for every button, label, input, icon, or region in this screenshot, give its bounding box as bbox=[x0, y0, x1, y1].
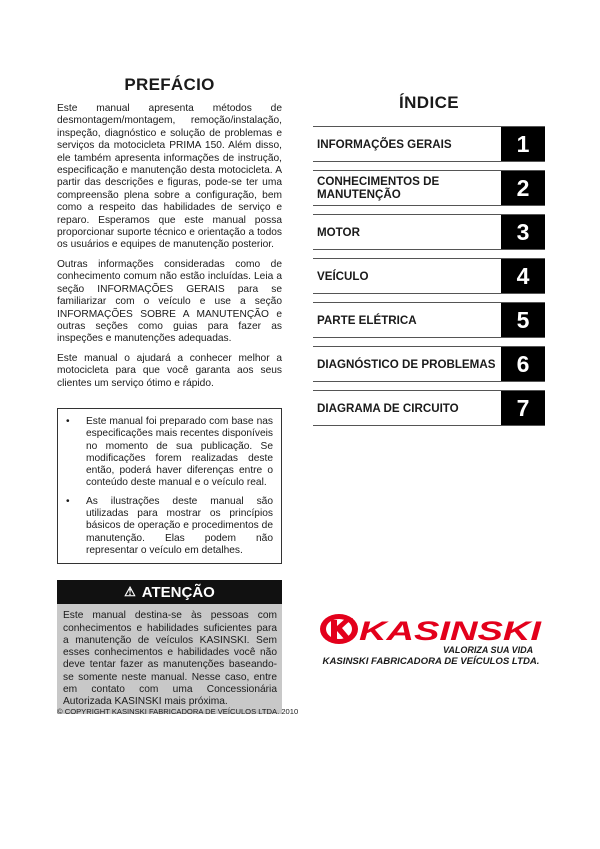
index-item-number: 3 bbox=[501, 215, 545, 249]
bullet-icon: • bbox=[66, 415, 70, 427]
index-item-conhecimentos-de-manutencao[interactable] bbox=[313, 170, 545, 206]
note-item bbox=[64, 416, 273, 490]
preface-column bbox=[57, 75, 282, 714]
warning-triangle-icon: ⚠ bbox=[124, 584, 136, 600]
index-item-label: DIAGNÓSTICO DE PROBLEMAS bbox=[317, 357, 496, 371]
index-item-motor[interactable] bbox=[313, 214, 545, 250]
index-item-number: 1 bbox=[501, 127, 545, 161]
note-text: Este manual foi preparado com base nas especificações mais recentes disponíveis no momento de sua publicação. Se modificações forem realizadas deste então, poderá haver diferenças entre o conteúdo deste manual e o veículo real. bbox=[86, 415, 273, 489]
kasinski-logo bbox=[319, 612, 543, 656]
preface-paragraph: Este manual o ajudará a conhecer melhor a motocicleta para que você garanta aos seus clientes um serviço ótimo e rápido. bbox=[57, 352, 282, 389]
warning-header bbox=[57, 580, 282, 604]
index-item-label: PARTE ELÉTRICA bbox=[317, 313, 417, 327]
index-item-informacoes-gerais[interactable] bbox=[313, 126, 545, 162]
preface-paragraph: Este manual apresenta métodos de desmontagem/montagem, remoção/instalação, inspeção, diagnóstico e solução de problemas e serviços da motocicleta PRIMA 150. Além disso, ele também apresenta informações de instrução, especificação e manutenção desta motocicleta. A partir das descrições e figuras, pode-se ter uma compreensão plena sobre a configuração, bem como a respeito das habilidades de serviço e reparo. Esperamos que este manual possa proporcionar suporte técnico e orientação a todos os usuários e equipes de manutenção posterior. bbox=[57, 103, 282, 251]
index-item-number: 4 bbox=[501, 259, 545, 293]
index-item-label: VEÍCULO bbox=[317, 269, 369, 283]
warning-title: ATENÇÃO bbox=[141, 583, 215, 601]
note-text: As ilustrações deste manual são utilizadas para mostrar os princípios básicos de operação e procedimentos de manutenção. Elas podem não representar o veículo em detalhes. bbox=[86, 495, 273, 556]
index-column bbox=[313, 93, 545, 434]
index-item-parte-eletrica[interactable] bbox=[313, 302, 545, 338]
index-item-number: 5 bbox=[501, 303, 545, 337]
warning-text: Este manual destina-se às pessoas com conhecimentos e habilidades suficientes para a manutenção de veículos KASINSKI. Sem esses conhecimentos e habilidades você não deve tentar fazer as manutenções baseando-se somente neste manual. Nesse caso, entre em contato com uma Concessionária Autorizada KASINSKI mais próxima. bbox=[57, 604, 282, 713]
index-item-label: CONHECIMENTOS DE MANUTENÇÃO bbox=[317, 175, 440, 201]
index-item-number: 7 bbox=[501, 391, 545, 425]
index-item-label: MOTOR bbox=[317, 225, 360, 239]
index-item-veiculo[interactable] bbox=[313, 258, 545, 294]
index-item-diagnostico-de-problemas[interactable] bbox=[313, 346, 545, 382]
preface-paragraph: Outras informações consideradas como de conhecimento comum não estão incluídas. Leia a seção INFORMAÇÕES GERAIS para se familiarizar com o veículo e use a seção INFORMAÇÕES SOBRE A MANUTENÇÃO e outras seções como guias para fazer as inspeções e manutenções adequadas. bbox=[57, 258, 282, 345]
index-item-label: INFORMAÇÕES GERAIS bbox=[317, 137, 452, 151]
preface-title: PREFÁCIO bbox=[124, 75, 215, 94]
notes-box bbox=[57, 408, 282, 564]
logo-brand-text: KASINSKI bbox=[359, 616, 542, 646]
note-item bbox=[64, 496, 273, 557]
bullet-icon: • bbox=[66, 495, 70, 507]
index-item-diagrama-de-circuito[interactable] bbox=[313, 390, 545, 426]
logo-tagline: VALORIZA SUA VIDA bbox=[443, 645, 534, 655]
index-item-number: 2 bbox=[501, 171, 545, 205]
kasinski-logo-graphic bbox=[319, 612, 543, 656]
index-title: ÍNDICE bbox=[398, 93, 460, 112]
company-name: KASINSKI FABRICADORA DE VEÍCULOS LTDA. bbox=[322, 656, 540, 667]
index-item-number: 6 bbox=[501, 347, 545, 381]
copyright-notice: © COPYRIGHT KASINSKI FABRICADORA DE VEÍCULOS LTDA. 2010 bbox=[57, 707, 299, 716]
index-item-label: DIAGRAMA DE CIRCUITO bbox=[317, 401, 459, 415]
